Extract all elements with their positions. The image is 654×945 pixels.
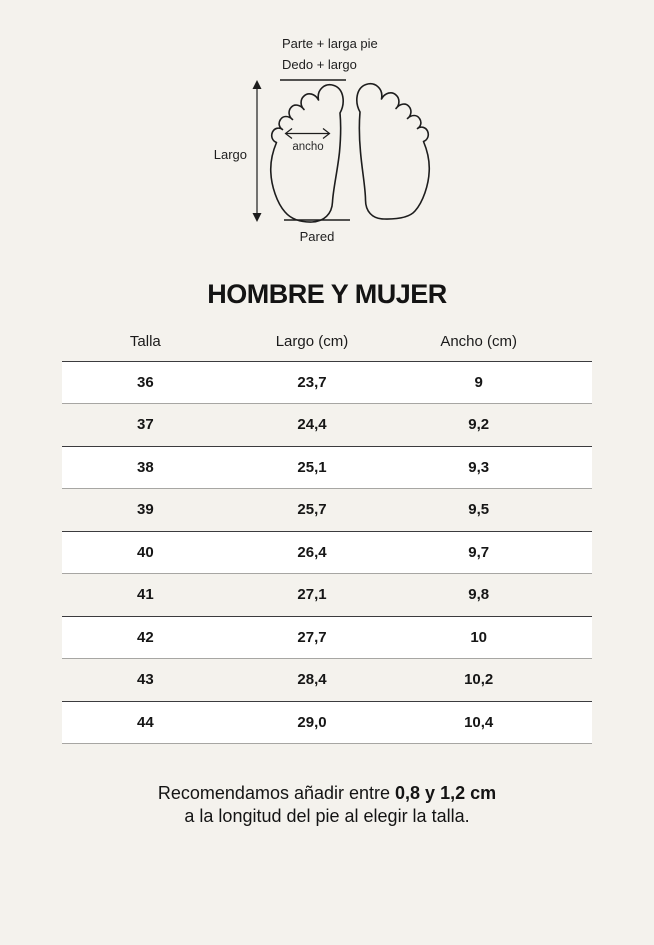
note-line2-text: a la longitud del pie al elegir la talla. <box>184 805 470 826</box>
table-row <box>62 701 592 744</box>
cell-largo: 26,4 <box>297 543 327 561</box>
cell-ancho: 9,8 <box>468 586 490 604</box>
cell-talla: 38 <box>136 458 154 476</box>
feet-diagram-svg <box>0 0 654 250</box>
note-line1-text: Recomendamos añadir entre <box>157 782 396 803</box>
cell-ancho: 9,5 <box>468 501 490 519</box>
note-line1-bold: 0,8 y 1,2 cm <box>395 782 497 803</box>
cell-largo: 28,4 <box>297 671 327 689</box>
size-table-header <box>62 333 592 361</box>
table-row <box>62 404 592 447</box>
table-row <box>62 659 592 702</box>
cell-ancho: 10,4 <box>464 713 494 731</box>
cell-talla: 39 <box>136 501 154 519</box>
cell-talla: 41 <box>136 586 154 604</box>
cell-largo: 24,4 <box>297 416 327 434</box>
cell-largo: 29,0 <box>297 713 327 731</box>
cell-largo: 25,1 <box>297 458 327 476</box>
column-header-largo: Largo (cm) <box>275 333 349 350</box>
left-foot-outline <box>271 85 343 222</box>
label-ancho: ancho <box>292 141 324 153</box>
cell-ancho: 10 <box>470 628 487 646</box>
right-foot-outline <box>357 84 429 219</box>
cell-talla: 37 <box>136 416 154 434</box>
label-longest-toe: Dedo + largo <box>282 57 357 72</box>
label-longest-foot-part: Parte + larga pie <box>282 36 378 51</box>
length-arrow <box>253 80 262 222</box>
cell-ancho: 10,2 <box>464 671 494 689</box>
cell-ancho: 9 <box>474 373 483 391</box>
width-arrow <box>286 129 330 139</box>
cell-largo: 25,7 <box>297 501 327 519</box>
cell-ancho: 9,2 <box>468 416 490 434</box>
cell-talla: 43 <box>136 671 154 689</box>
table-row <box>62 574 592 617</box>
label-pared: Pared <box>299 229 335 244</box>
cell-ancho: 9,3 <box>468 458 490 476</box>
table-row <box>62 361 592 404</box>
table-row <box>62 616 592 659</box>
cell-talla: 40 <box>136 543 154 561</box>
column-header-talla: Talla <box>129 333 161 350</box>
table-row <box>62 446 592 489</box>
recommendation-note <box>0 782 654 828</box>
table-row <box>62 489 592 532</box>
cell-largo: 27,1 <box>297 586 327 604</box>
label-largo: Largo <box>213 147 247 162</box>
cell-talla: 36 <box>136 373 154 391</box>
cell-talla: 42 <box>136 628 154 646</box>
cell-largo: 23,7 <box>297 373 327 391</box>
cell-ancho: 9,7 <box>468 543 490 561</box>
table-row <box>62 531 592 574</box>
column-header-ancho: Ancho (cm) <box>440 333 517 350</box>
page-title: HOMBRE Y MUJER <box>207 279 447 309</box>
cell-talla: 44 <box>136 713 154 731</box>
cell-largo: 27,7 <box>297 628 327 646</box>
size-table <box>62 333 592 744</box>
foot-measurement-diagram <box>0 0 654 250</box>
